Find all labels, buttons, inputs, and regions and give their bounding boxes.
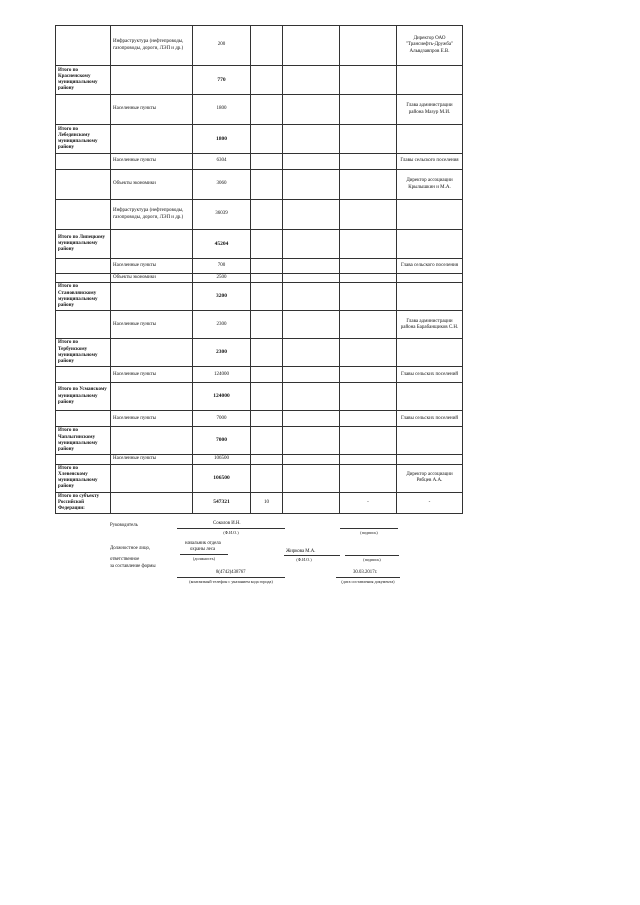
district-cell — [56, 259, 111, 274]
column-6-cell — [340, 66, 397, 95]
date-caption: (дата составления документа) — [341, 579, 395, 584]
column-5-cell — [283, 492, 340, 514]
district-cell — [56, 274, 111, 283]
column-4-cell — [251, 411, 283, 427]
responsible-cell: Директор ОАО "Трансиефть-Дружба" Альвдзавпров Е.В. — [397, 26, 463, 66]
amount-cell: 3060 — [193, 170, 251, 200]
column-4-cell — [251, 66, 283, 95]
column-5-cell — [283, 274, 340, 283]
table-row — [56, 154, 463, 170]
column-6-cell: - — [340, 492, 397, 514]
table-row — [56, 26, 463, 66]
official-name: Жиркова М.А. — [286, 549, 316, 554]
district-cell — [56, 411, 111, 427]
responsible-cell: Глава администрации района Барабанщиков С.Н. — [397, 311, 463, 339]
district-cell: Итого по Хлевенскому муниципальному району — [56, 464, 111, 492]
column-5-cell — [283, 464, 340, 492]
column-6-cell — [340, 455, 397, 464]
responsible-cell — [397, 66, 463, 95]
responsible-cell — [397, 455, 463, 464]
table-row — [56, 200, 463, 230]
column-5-cell — [283, 259, 340, 274]
district-cell: Итого по Тербунскому муниципальному району — [56, 339, 111, 367]
column-4-cell — [251, 455, 283, 464]
column-4-cell — [251, 26, 283, 66]
column-6-cell — [340, 383, 397, 411]
object-cell: Населенные пункты — [111, 95, 193, 125]
phone: 8(4742)438767 — [216, 570, 246, 575]
district-cell: Итого по Становлянскому муниципальному району — [56, 283, 111, 311]
object-cell: Населенные пункты — [111, 411, 193, 427]
responsible-cell — [397, 274, 463, 283]
column-5-cell — [283, 230, 340, 259]
object-cell: Населенные пункты — [111, 367, 193, 383]
district-cell: Итого по Красненскому муниципальному району — [56, 66, 111, 95]
column-6-cell — [340, 154, 397, 170]
object-cell: Объекты экономики — [111, 170, 193, 200]
official-signature-caption: (подпись) — [363, 557, 381, 562]
column-5-cell — [283, 339, 340, 367]
column-6-cell — [340, 230, 397, 259]
column-5-cell — [283, 200, 340, 230]
responsible-cell — [397, 339, 463, 367]
column-6-cell — [340, 464, 397, 492]
column-6-cell — [340, 411, 397, 427]
district-cell: Итого по Усманскому муниципальному району — [56, 383, 111, 411]
document-table — [55, 25, 463, 514]
column-5-cell — [283, 427, 340, 455]
column-4-cell — [251, 367, 283, 383]
column-4-cell — [251, 170, 283, 200]
official-fio-caption: (Ф.И.О.) — [296, 557, 312, 562]
district-cell — [56, 311, 111, 339]
amount-cell: 7000 — [193, 411, 251, 427]
responsible-cell — [397, 230, 463, 259]
object-cell — [111, 230, 193, 259]
amount-cell: 200 — [193, 26, 251, 66]
column-4-cell — [251, 427, 283, 455]
table-row — [56, 411, 463, 427]
responsible-cell: Главы сельских поселений — [397, 367, 463, 383]
column-4-cell — [251, 464, 283, 492]
object-cell — [111, 283, 193, 311]
column-5-cell — [283, 26, 340, 66]
district-cell: Итого по Чаплыгинскому муниципальному району — [56, 427, 111, 455]
column-6-cell — [340, 95, 397, 125]
object-cell: Населенные пункты — [111, 455, 193, 464]
responsible-cell — [397, 283, 463, 311]
responsible-cell: Главы сельских поселений — [397, 411, 463, 427]
object-cell: Населенные пункты — [111, 154, 193, 170]
column-4-cell — [251, 383, 283, 411]
district-cell — [56, 170, 111, 200]
column-6-cell — [340, 311, 397, 339]
official-position-line — [180, 554, 228, 555]
official-position-caption: (должность) — [193, 556, 215, 561]
amount-cell: 547321 — [193, 492, 251, 514]
amount-cell: 3200 — [193, 283, 251, 311]
official-position-2: охраны леса — [190, 547, 216, 552]
amount-cell: 2500 — [193, 274, 251, 283]
column-5-cell — [283, 95, 340, 125]
district-cell: Итого по субъекту Российской Федерации: — [56, 492, 111, 514]
total-row — [56, 383, 463, 411]
total-row — [56, 464, 463, 492]
district-cell: Итого по Липецкому муниципальному району — [56, 230, 111, 259]
object-cell: Населенные пункты — [111, 311, 193, 339]
object-cell — [111, 66, 193, 95]
object-cell — [111, 339, 193, 367]
district-cell — [56, 154, 111, 170]
column-5-cell — [283, 311, 340, 339]
column-4-cell — [251, 311, 283, 339]
official-name-line — [284, 555, 340, 556]
head-signature-caption: (подпись) — [360, 530, 378, 535]
head-label: Руководитель — [110, 523, 138, 528]
object-cell — [111, 427, 193, 455]
column-4-cell — [251, 339, 283, 367]
column-5-cell — [283, 367, 340, 383]
object-cell — [111, 125, 193, 154]
column-5-cell — [283, 283, 340, 311]
date-line — [336, 577, 400, 578]
column-6-cell — [340, 26, 397, 66]
total-row — [56, 230, 463, 259]
head-signature-line — [340, 528, 398, 529]
amount-cell: 7000 — [193, 427, 251, 455]
column-5-cell — [283, 411, 340, 427]
amount-cell: 1800 — [193, 125, 251, 154]
table-row — [56, 170, 463, 200]
column-6-cell — [340, 367, 397, 383]
amount-cell: 36039 — [193, 200, 251, 230]
column-4-cell — [251, 154, 283, 170]
object-cell — [111, 492, 193, 514]
district-cell — [56, 200, 111, 230]
column-6-cell — [340, 200, 397, 230]
responsible-cell: Директор ассоциации Крылышкин и М.А. — [397, 170, 463, 200]
column-5-cell — [283, 170, 340, 200]
official-position: начальник отдела — [185, 541, 221, 546]
table-row — [56, 95, 463, 125]
table-row — [56, 274, 463, 283]
district-cell — [56, 455, 111, 464]
amount-cell: 770 — [193, 66, 251, 95]
head-name: Соколов И.Н. — [213, 521, 241, 526]
head-fio-caption: (Ф.И.О.) — [223, 530, 239, 535]
responsible-cell — [397, 200, 463, 230]
responsible-cell — [397, 125, 463, 154]
head-name-line — [177, 528, 285, 529]
column-4-cell — [251, 200, 283, 230]
amount-cell: 2300 — [193, 311, 251, 339]
amount-cell: 124000 — [193, 367, 251, 383]
responsible-cell — [397, 427, 463, 455]
object-cell: Инфраструктура (нефтепроводы, газопроводы, дороги, ЛЭП и др.) — [111, 26, 193, 66]
column-5-cell — [283, 455, 340, 464]
column-6-cell — [340, 427, 397, 455]
object-cell — [111, 383, 193, 411]
column-4-cell — [251, 274, 283, 283]
responsible-cell: - — [397, 492, 463, 514]
official-label-1: Должностное лицо, — [110, 546, 151, 551]
column-4-cell — [251, 125, 283, 154]
total-row — [56, 66, 463, 95]
amount-cell: 45204 — [193, 230, 251, 259]
object-cell: Инфраструктура (нефтепроводы, газопроводы, дороги, ЛЭП и др.) — [111, 200, 193, 230]
amount-cell: 1800 — [193, 95, 251, 125]
district-cell: Итого по Лебедянскому муниципальному району — [56, 125, 111, 154]
column-5-cell — [283, 125, 340, 154]
responsible-cell — [397, 383, 463, 411]
amount-cell: 2300 — [193, 339, 251, 367]
column-6-cell — [340, 125, 397, 154]
total-row — [56, 427, 463, 455]
amount-cell: 106500 — [193, 464, 251, 492]
official-label-2: ответственное — [110, 557, 140, 562]
column-4-cell — [251, 95, 283, 125]
total-row — [56, 283, 463, 311]
responsible-cell: Глава сельского поселения — [397, 259, 463, 274]
column-4-cell — [251, 230, 283, 259]
amount-cell: 6304 — [193, 154, 251, 170]
column-6-cell — [340, 170, 397, 200]
responsible-cell: Директор ассоциации Рябцев А.А. — [397, 464, 463, 492]
phone-line — [177, 577, 285, 578]
table-row — [56, 311, 463, 339]
column-6-cell — [340, 283, 397, 311]
column-5-cell — [283, 154, 340, 170]
object-cell: Населенные пункты — [111, 259, 193, 274]
district-cell — [56, 95, 111, 125]
amount-cell: 106500 — [193, 455, 251, 464]
column-4-cell: 10 — [251, 492, 283, 514]
table-row — [56, 455, 463, 464]
column-5-cell — [283, 383, 340, 411]
column-6-cell — [340, 274, 397, 283]
column-6-cell — [340, 339, 397, 367]
amount-cell: 124000 — [193, 383, 251, 411]
official-label-3: за составление формы — [110, 564, 156, 569]
phone-caption: (контактный телефон с указанием кода города) — [189, 579, 273, 584]
total-row — [56, 339, 463, 367]
district-cell — [56, 367, 111, 383]
date: 30.03.2017г. — [353, 570, 378, 575]
total-row — [56, 492, 463, 514]
column-6-cell — [340, 259, 397, 274]
responsible-cell: Глава администрации района Мазур М.И. — [397, 95, 463, 125]
object-cell — [111, 464, 193, 492]
column-4-cell — [251, 283, 283, 311]
table-row — [56, 367, 463, 383]
district-cell — [56, 26, 111, 66]
responsible-cell: Главы сельского поселения — [397, 154, 463, 170]
total-row — [56, 125, 463, 154]
object-cell: Объекты экономики — [111, 274, 193, 283]
column-5-cell — [283, 66, 340, 95]
official-signature-line — [345, 555, 399, 556]
table-row — [56, 259, 463, 274]
amount-cell: 700 — [193, 259, 251, 274]
column-4-cell — [251, 259, 283, 274]
